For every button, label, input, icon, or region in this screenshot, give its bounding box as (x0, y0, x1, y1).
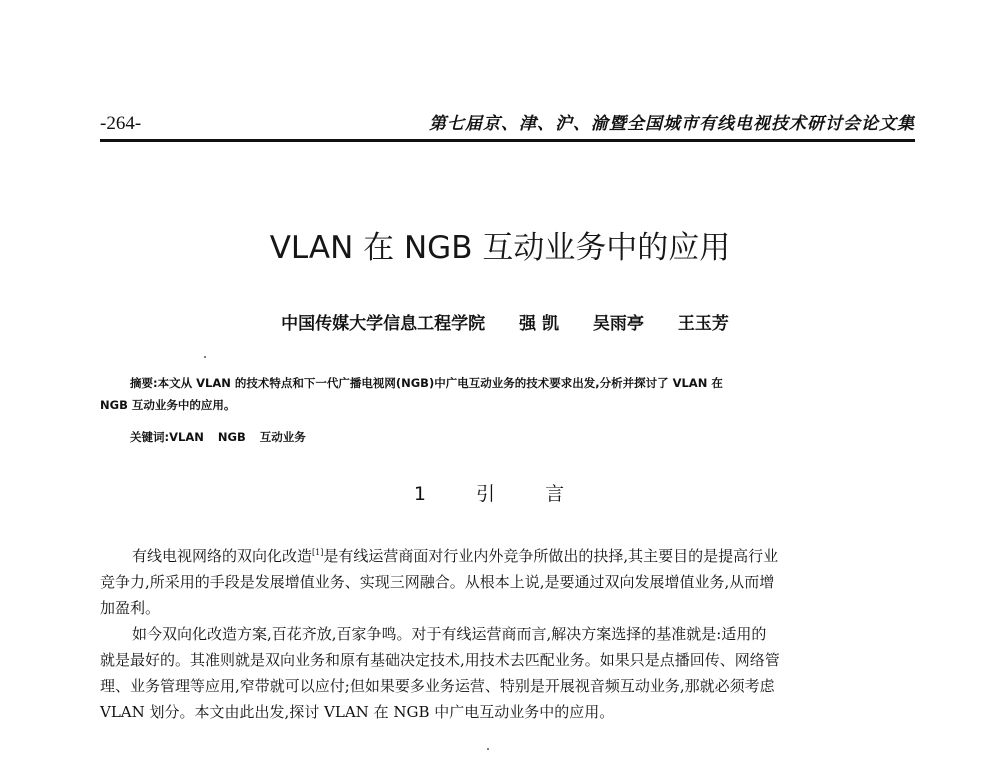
author-name: 吴雨亭 (592, 314, 644, 334)
paragraph-line: 加盈利。 (100, 599, 161, 617)
section-heading: 1 引 言 (413, 483, 587, 505)
page-number: -264- (100, 113, 142, 134)
body-text (100, 543, 915, 725)
affiliation: 中国传媒大学信息工程学院 (281, 314, 486, 334)
page-header (100, 112, 915, 138)
abstract-line: 摘要:本文从 VLAN 的技术特点和下一代广播电视网(NGB)中广电互动业务的技术要求出发,分析并探讨了 VLAN 在 (130, 376, 723, 390)
header-rule (100, 139, 915, 142)
keyword: VLAN (169, 430, 204, 444)
author-line (160, 312, 850, 336)
paragraph-line (100, 543, 915, 569)
abstract-line: NGB 互动业务中的应用。 (100, 398, 236, 412)
text-run: 有线电视网络的双向化改造 (132, 547, 313, 565)
keywords-label: 关键词: (130, 430, 170, 444)
author-name: 强 凯 (519, 314, 559, 334)
paragraph-line: 竞争力,所采用的手段是发展增值业务、实现三网融合。从根本上说,是要通过双向发展增值业务,从而增 (100, 573, 775, 591)
paragraph-line: 理、业务管理等应用,窄带就可以应付;但如果要多业务运营、特别是开展视音频互动业务,那就必须考虑 (100, 677, 775, 695)
keywords (130, 426, 910, 448)
text-run: 是有线运营商面对行业内外竞争所做出的抉择,其主要目的是提高行业 (323, 547, 779, 565)
citation-mark: [1] (312, 548, 324, 557)
paragraph-line: 如今双向化改造方案,百花齐放,百家争鸣。对于有线运营商而言,解决方案选择的基准就是:适用的 (132, 625, 767, 643)
keyword: NGB (217, 430, 246, 444)
keyword: 互动业务 (259, 430, 306, 444)
running-title: 第七届京、津、沪、渝暨全国城市有线电视技术研讨会论文集 (429, 114, 915, 134)
author-name: 王玉芳 (677, 314, 729, 334)
abstract (100, 372, 915, 416)
paragraph-line: VLAN 划分。本文由此出发,探讨 VLAN 在 NGB 中广电互动业务中的应用。 (100, 703, 615, 721)
paragraph-line: 就是最好的。其准则就是双向业务和原有基础决定技术,用技术去匹配业务。如果只是点播回传、网络管 (100, 651, 780, 669)
paper-title: VLAN 在 NGB 互动业务中的应用 (269, 230, 731, 266)
scan-speck (204, 356, 206, 358)
scan-speck (487, 748, 489, 750)
